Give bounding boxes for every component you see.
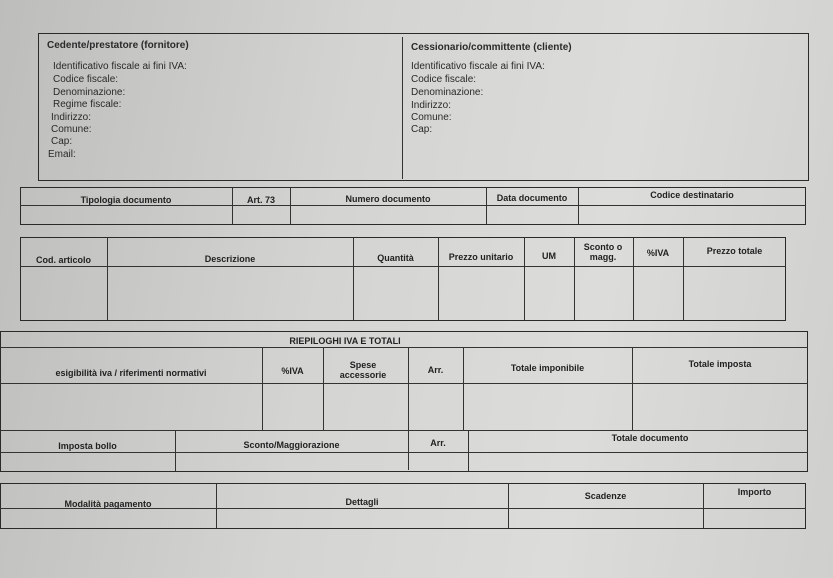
summary-col-arr: Arr. [427, 365, 444, 375]
items-col-descrizione: Descrizione [204, 254, 256, 264]
summary-footer-bollo: Imposta bollo [58, 441, 117, 451]
summary-footer-totale-documento: Totale documento [611, 433, 689, 443]
supplier-field: Denominazione: [53, 87, 126, 98]
column-line [107, 238, 108, 320]
items-col-sconto: Sconto o magg. [583, 242, 623, 262]
supplier-field: Regime fiscale: [53, 99, 122, 110]
payment-col-importo: Importo [737, 487, 772, 497]
column-line [438, 238, 439, 320]
document-table-row-line [20, 205, 806, 206]
items-table-row-line [20, 266, 786, 267]
summary-footer-sconto: Sconto/Maggiorazione [243, 440, 340, 450]
summary-table-line [0, 430, 808, 431]
summary-col-esigibilita: esigibilità iva / riferimenti normativi [55, 368, 207, 378]
supplier-field: Identificativo fiscale ai fini IVA: [53, 61, 187, 72]
summary-footer-arr: Arr. [430, 438, 446, 448]
client-field: Indirizzo: [411, 100, 452, 111]
doc-col-art73: Art. 73 [246, 195, 275, 205]
supplier-field: Email: [48, 149, 76, 160]
client-field: Comune: [411, 112, 452, 123]
summary-col-totale-imposta: Totale imposta [688, 359, 752, 369]
doc-col-numero: Numero documento [345, 194, 431, 204]
column-line [468, 431, 469, 471]
parties-divider [402, 37, 403, 179]
client-field: Identificativo fiscale ai fini IVA: [411, 61, 545, 72]
summary-title: RIEPILOGHI IVA E TOTALI [289, 336, 401, 346]
items-col-iva: %IVA [646, 248, 670, 258]
doc-col-tipologia: Tipologia documento [80, 195, 172, 205]
column-line [463, 348, 464, 430]
column-line [574, 238, 575, 320]
items-col-prezzo-unitario: Prezzo unitario [448, 252, 514, 262]
client-title: Cessionario/committente (cliente) [411, 42, 572, 53]
summary-col-totale-imponibile: Totale imponibile [510, 363, 585, 373]
summary-table-line [0, 452, 808, 453]
items-col-cod: Cod. articolo [35, 255, 91, 265]
client-field: Cap: [411, 124, 433, 135]
summary-col-spese: Spese accessorie [339, 360, 387, 380]
doc-col-data: Data documento [496, 193, 568, 203]
items-col-quantita: Quantità [377, 253, 414, 263]
supplier-field: Cap: [51, 136, 73, 147]
payment-col-modalita: Modalità pagamento [64, 499, 152, 509]
supplier-field: Comune: [51, 124, 92, 135]
items-col-prezzo-totale: Prezzo totale [706, 246, 763, 256]
doc-col-codice: Codice destinatario [650, 190, 734, 200]
column-line [353, 238, 354, 320]
summary-col-iva: %IVA [281, 366, 304, 376]
summary-table-line [0, 347, 808, 348]
supplier-field: Indirizzo: [51, 112, 92, 123]
client-field: Denominazione: [411, 87, 484, 98]
column-line [175, 431, 176, 471]
payment-col-scadenze: Scadenze [584, 491, 627, 501]
supplier-title: Cedente/prestatore (fornitore) [47, 40, 189, 51]
client-field: Codice fiscale: [411, 74, 477, 85]
summary-table-line [0, 383, 808, 384]
column-line [262, 348, 263, 430]
column-line [323, 348, 324, 430]
supplier-field: Codice fiscale: [53, 74, 119, 85]
items-col-um: UM [542, 251, 556, 261]
payment-col-dettagli: Dettagli [345, 497, 379, 507]
column-line [232, 188, 233, 224]
